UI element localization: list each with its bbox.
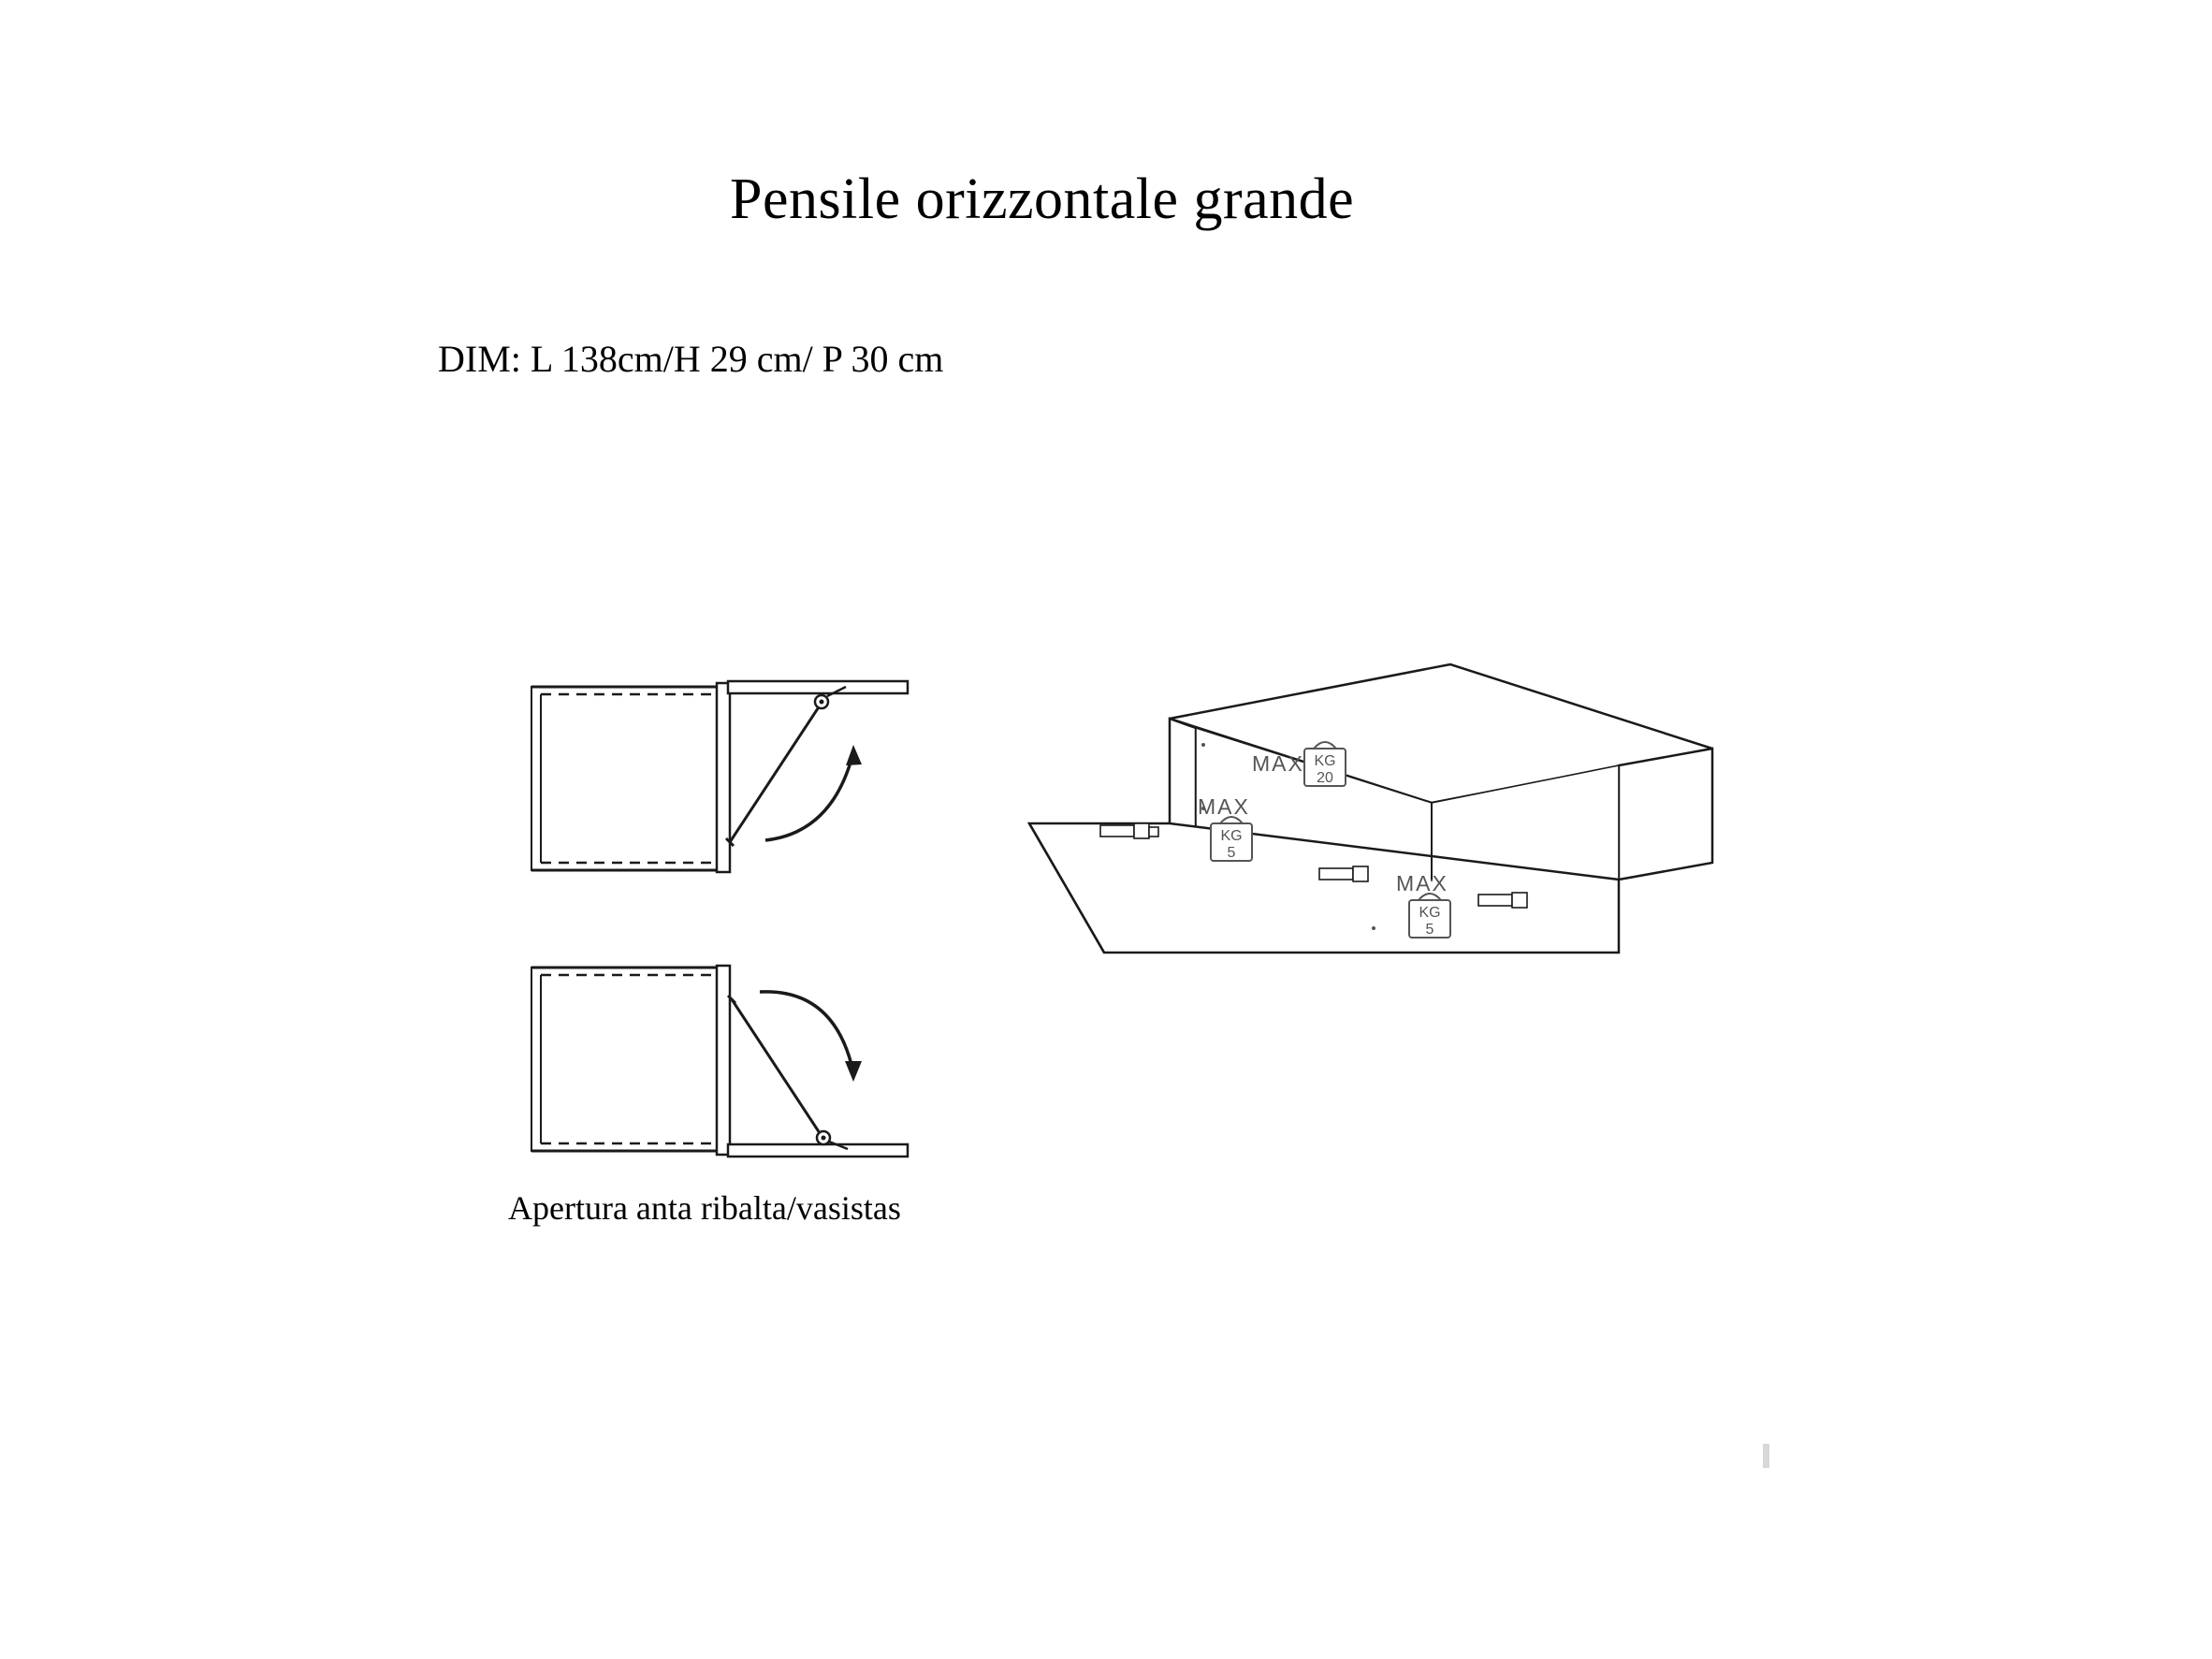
svg-text:MAX: MAX [1396,871,1448,895]
svg-text:KG: KG [1220,828,1243,844]
side-view-bottom [531,966,908,1157]
side-view-diagrams [524,674,973,1170]
side-views-svg [524,674,973,1170]
page-corner-mark [1763,1444,1769,1468]
svg-text:MAX: MAX [1252,751,1304,776]
page-title: Pensile orizzontale grande [730,167,1355,231]
side-view-top [531,681,908,872]
cabinet-perspective-diagram [1020,655,1787,1123]
diagram-caption: Apertura anta ribalta/vasistas [508,1189,901,1227]
svg-text:20: 20 [1317,770,1333,786]
svg-text:KG: KG [1314,753,1336,769]
svg-text:5: 5 [1425,922,1434,938]
svg-text:KG: KG [1419,905,1441,921]
svg-text:MAX: MAX [1198,794,1250,819]
svg-text:5: 5 [1227,845,1236,861]
dimensions-label: DIM: L 138cm/H 29 cm/ P 30 cm [438,338,944,380]
cabinet-perspective-svg [1020,655,1787,1123]
